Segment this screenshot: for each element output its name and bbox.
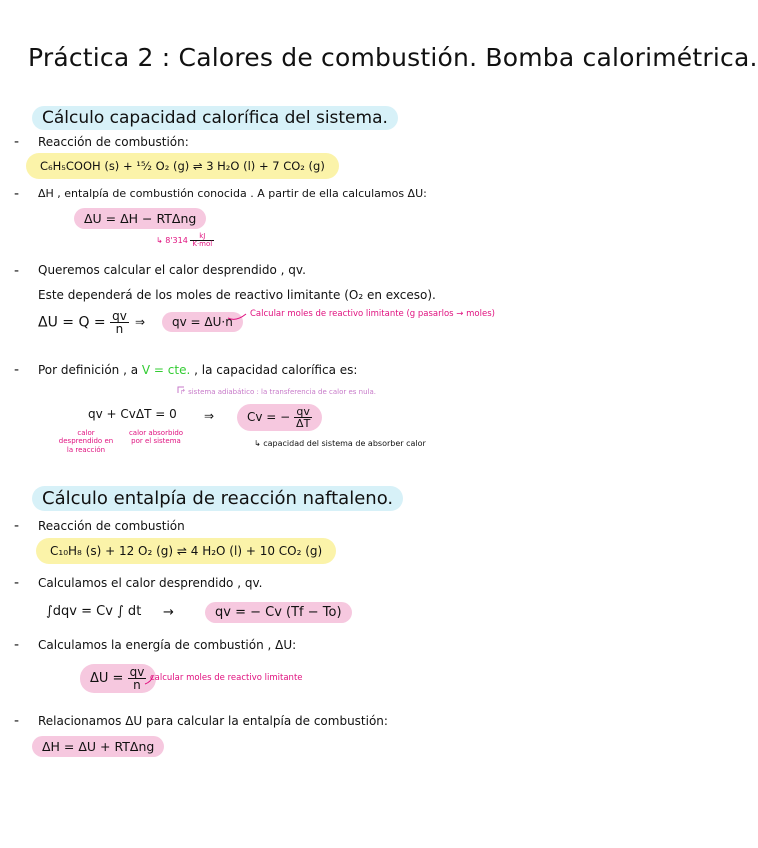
bullet: - bbox=[14, 713, 20, 729]
arrow-implies: ⇒ bbox=[135, 315, 146, 329]
arrow-right: → bbox=[163, 605, 174, 620]
reaction-label: Reacción de combustión: bbox=[38, 135, 189, 149]
section-heading-capacity: Cálculo capacidad calorífica del sistema. bbox=[32, 106, 398, 130]
bullet: - bbox=[14, 263, 20, 279]
eq-du-qv-n: ΔU = $\frac{qv}{n}$ bbox=[80, 664, 156, 693]
label-heat-absorbed: calor absorbido por el sistema bbox=[128, 429, 184, 446]
bullet: - bbox=[14, 186, 20, 202]
enthalpy-text: ΔH , entalpía de combustión conocida . A partir de ella calculamos ΔU: bbox=[38, 187, 427, 200]
benzoic-reaction: C₆H₅COOH (s) + ¹⁵⁄₂ O₂ (g) ⇌ 3 H₂O (l) + 7 CO₂ (g) bbox=[26, 153, 339, 179]
r-value-note: ↳ 8'314 $\frac{kJ}{\text{K·mol}}$ bbox=[156, 232, 213, 248]
page-title: Práctica 2 : Calores de combustión. Bomba calorimétrica. bbox=[28, 43, 758, 72]
energy-text: Calculamos la energía de combustión , ΔU: bbox=[38, 638, 297, 652]
heat-released-text: Calculamos el calor desprendido , qv. bbox=[38, 576, 263, 590]
note-limiting-moles-2: calcular moles de reactivo limitante bbox=[150, 673, 303, 683]
arrow-implies: ⇒ bbox=[204, 409, 215, 423]
definition-text: Por definición , a V = cte. , la capacidad calorífica es: bbox=[38, 363, 358, 377]
bullet: - bbox=[14, 518, 20, 534]
note-system-capacity: ↳ capacidad del sistema de absorber calor bbox=[254, 439, 426, 448]
eq-delta-u: ΔU = ΔH − RTΔng bbox=[74, 208, 206, 229]
section-heading-enthalpy: Cálculo entalpía de reacción naftaleno. bbox=[32, 486, 403, 511]
enthalpy-relation-text: Relacionamos ΔU para calcular la entalpía de combustión: bbox=[38, 714, 388, 728]
reaction-label: Reacción de combustión bbox=[38, 519, 185, 533]
eq-qv: qv = ΔU·n bbox=[162, 312, 243, 332]
bullet: - bbox=[14, 637, 20, 653]
heat-text-2: Este dependerá de los moles de reactivo limitante (O₂ en exceso). bbox=[38, 288, 436, 302]
label-heat-released: calor desprendido en la reacción bbox=[58, 429, 114, 454]
note-limiting-moles: Calcular moles de reactivo limitante (g pasarlos → moles) bbox=[250, 309, 495, 319]
eq-integral: ∫dqv = Cv ∫ dt bbox=[46, 604, 142, 619]
adiabatic-note: ↱ sistema adiabático : la transferencia de calor es nula. bbox=[180, 388, 377, 396]
naphthalene-reaction: C₁₀H₈ (s) + 12 O₂ (g) ⇌ 4 H₂O (l) + 10 CO₂ (g) bbox=[36, 538, 336, 564]
eq-qv-temp: qv = − Cv (Tf − To) bbox=[205, 602, 352, 623]
bullet: - bbox=[14, 134, 20, 150]
eq-du-q: ΔU = Q = $\frac{qv}{n}$ bbox=[38, 309, 127, 336]
heat-text-1: Queremos calcular el calor desprendido , qv. bbox=[38, 263, 306, 277]
eq-dh: ΔH = ΔU + RTΔng bbox=[32, 736, 164, 757]
eq-heat-balance: qv + CvΔT = 0 bbox=[88, 407, 177, 421]
bullet: - bbox=[14, 362, 20, 378]
eq-cv: Cv = − $\frac{qv}{\Delta T}$ bbox=[237, 404, 322, 431]
bullet: - bbox=[14, 575, 20, 591]
